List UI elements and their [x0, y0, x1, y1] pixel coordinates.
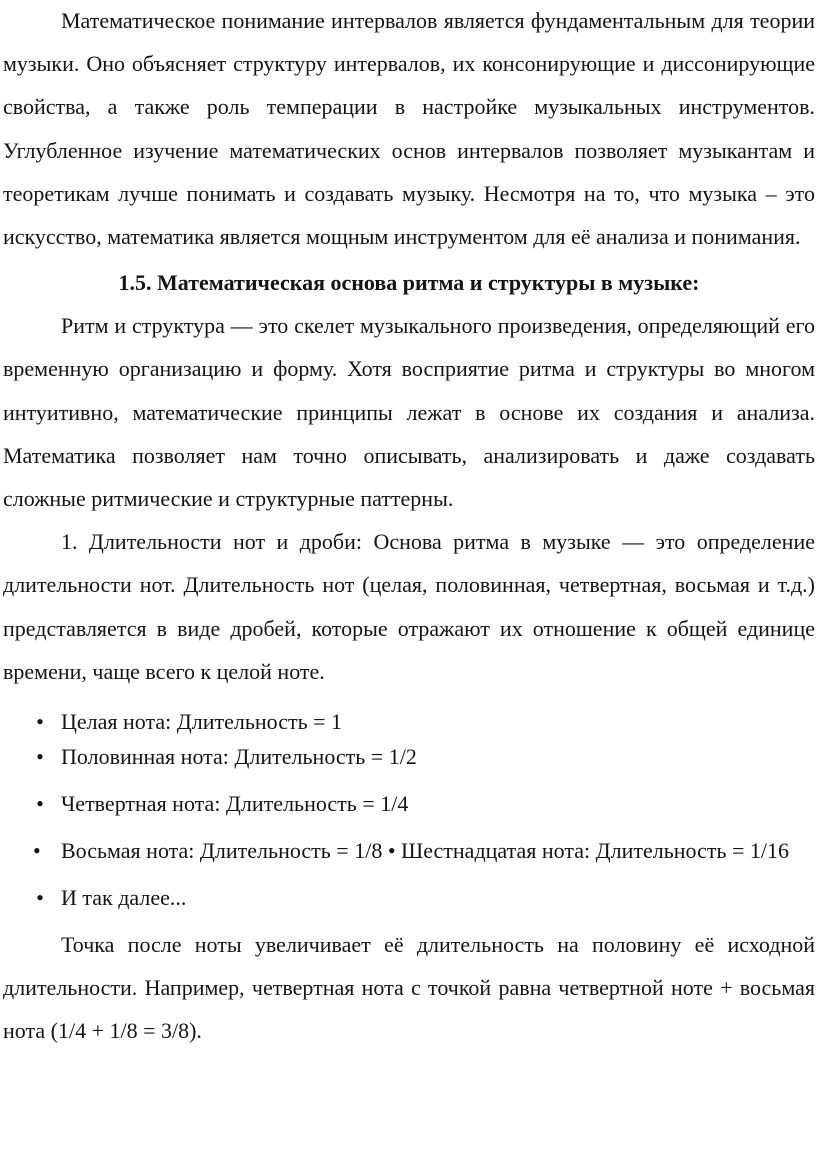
list-item: [3, 782, 815, 825]
list-item: [3, 704, 815, 739]
bullet-icon: •: [36, 885, 44, 911]
bullet-icon: •: [33, 838, 41, 864]
intro-paragraph: Математическое понимание интервалов является фундаментальным для теории музыки. Оно объясняет структуру интервалов, их консонирующие и диссонирующие свойства, а также роль темперации в настройке музыкальных инструментов. Углубленное изучение математических основ интервалов позволяет музыкантам и теоретикам лучше понимать и создавать музыку. Несмотря на то, что музыка – это искусство, математика является мощным инструментом для её анализа и понимания.: [3, 8, 815, 250]
list-item-text: Половинная нота: Длительность = 1/2: [61, 744, 417, 770]
list-item-text: Целая нота: Длительность = 1: [61, 709, 343, 735]
list-item-text: Четвертная нота: Длительность = 1/4: [61, 791, 409, 817]
rhythm-paragraph: Ритм и структура — это скелет музыкального произведения, определяющий его временную организацию и форму. Хотя восприятие ритма и структуры во многом интуитивно, математические принципы лежат в основе их создания и анализа. Математика позволяет нам точно описывать, анализировать и даже создавать сложные ритмические и структурные паттерны.: [3, 313, 815, 512]
list-item: [3, 876, 815, 919]
section-heading: 1.5. Математическая основа ритма и структуры в музыке:: [118, 270, 700, 296]
list-item: [3, 739, 815, 774]
durations-paragraph: 1. Длительности нот и дроби: Основа ритма в музыке — это определение длительности нот. Длительность нот (целая, половинная, четвертная, восьмая и т.д.) представляется в виде дробей, которые отражают их отношение к общей единице времени, чаще всего к целой ноте.: [3, 529, 815, 684]
bullet-icon: •: [36, 709, 44, 735]
dotted-note-paragraph: Точка после ноты увеличивает её длительность на половину её исходной длительности. Например, четвертная нота с точкой равна четвертной ноте + восьмая нота (1/4 + 1/8 = 3/8).: [3, 931, 815, 1044]
bullet-icon: •: [36, 744, 44, 770]
list-item-text: И так далее...: [61, 885, 187, 911]
list-item: [3, 829, 815, 872]
bullet-icon: •: [36, 791, 44, 817]
note-durations-list: [3, 704, 815, 920]
list-item-text: Восьмая нота: Длительность = 1/8 • Шестнадцатая нота: Длительность = 1/16: [61, 838, 790, 864]
